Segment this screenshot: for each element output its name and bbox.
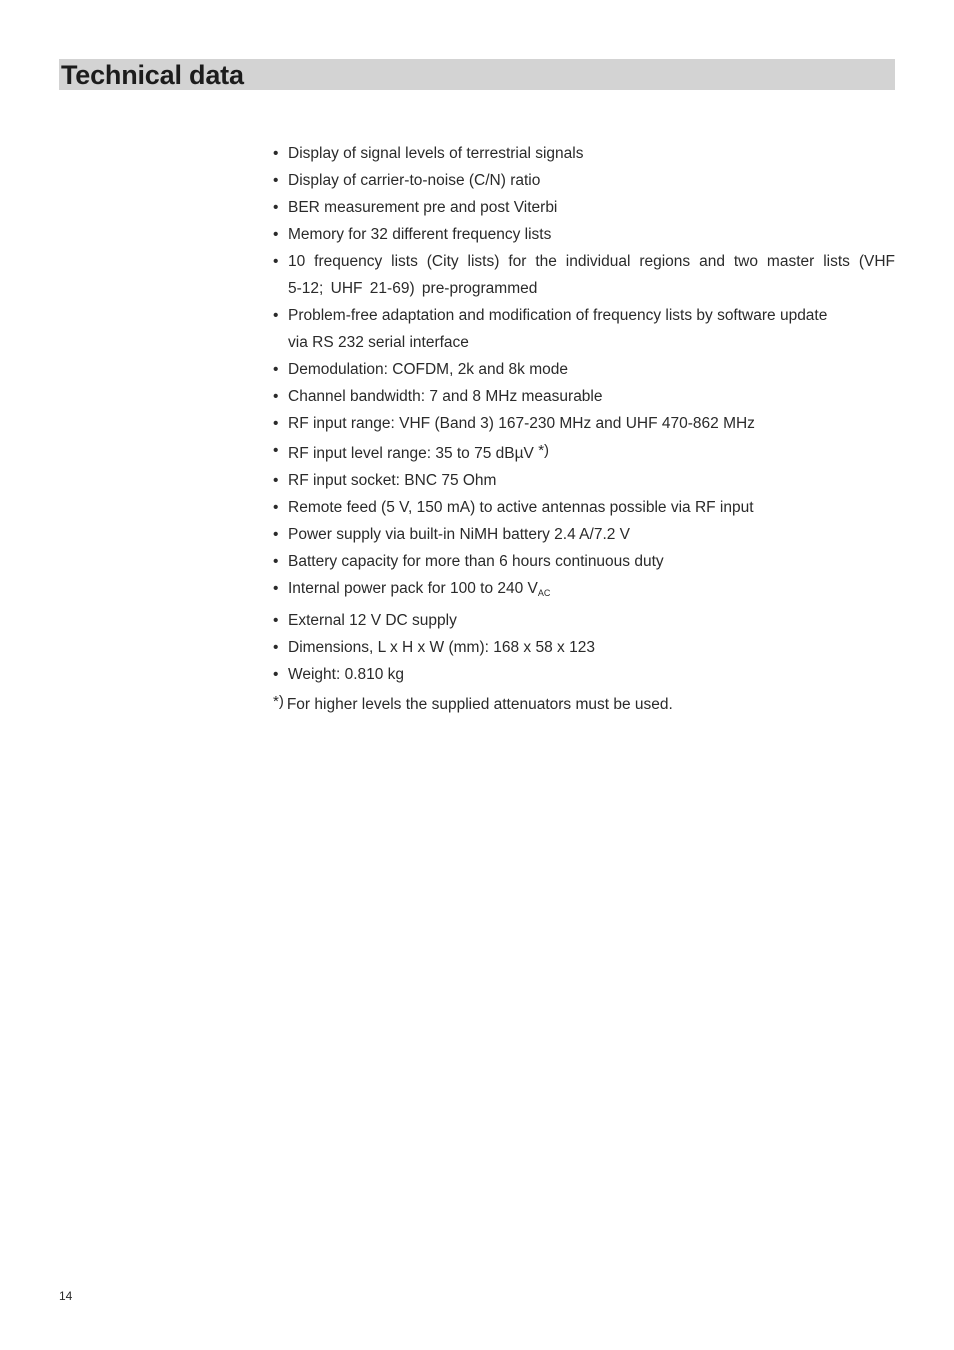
list-item <box>272 248 895 302</box>
spec-text: Memory for 32 different frequency lists <box>288 226 552 243</box>
bullet: • <box>273 472 279 489</box>
list-item <box>272 575 895 607</box>
spec-text: Problem-free adaptation and modification of frequency lists by software update <box>288 307 828 324</box>
bullet: • <box>273 526 279 543</box>
bullet: • <box>273 307 279 324</box>
list-item <box>272 521 895 548</box>
list-item <box>272 194 895 221</box>
spec-list <box>272 140 895 688</box>
spec-text: Channel bandwidth: 7 and 8 MHz measurable <box>288 388 603 405</box>
page-number: 14 <box>59 1289 73 1303</box>
ac-subscript: AC <box>537 588 551 598</box>
bullet: • <box>273 580 279 597</box>
spec-text: via RS 232 serial interface <box>288 334 469 351</box>
list-item <box>272 356 895 383</box>
list-item-continuation <box>272 329 895 356</box>
list-item <box>272 140 895 167</box>
bullet: • <box>273 612 279 629</box>
spec-text: RF input range: VHF (Band 3) 167-230 MHz and UHF 470-862 MHz <box>288 415 755 432</box>
bullet: • <box>273 145 279 162</box>
spec-text: RF input socket: BNC 75 Ohm <box>288 472 497 489</box>
bullet: • <box>273 442 279 459</box>
list-item <box>272 167 895 194</box>
spec-text: External 12 V DC supply <box>288 612 457 629</box>
spec-text: Demodulation: COFDM, 2k and 8k mode <box>288 361 568 378</box>
footnote-text: For higher levels the supplied attenuators must be used. <box>286 696 673 713</box>
bullet: • <box>273 172 279 189</box>
page-title: Technical data <box>61 60 244 90</box>
bullet: • <box>273 639 279 656</box>
list-item <box>272 494 895 521</box>
spec-text: Display of signal levels of terrestrial signals <box>288 145 584 162</box>
title-bar <box>59 59 895 90</box>
bullet: • <box>273 226 279 243</box>
spec-text: Display of carrier-to-noise (C/N) ratio <box>288 172 541 189</box>
list-item <box>272 467 895 494</box>
bullet: • <box>273 253 279 270</box>
spec-text: RF input level range: 35 to 75 dBµV <box>288 445 534 462</box>
list-item <box>272 302 895 329</box>
bullet: • <box>273 666 279 683</box>
spec-text: Dimensions, L x H x W (mm): 168 x 58 x 123 <box>288 639 595 656</box>
bullet: • <box>273 388 279 405</box>
list-item <box>272 548 895 575</box>
spec-text: Battery capacity for more than 6 hours continuous duty <box>288 553 664 570</box>
bullet: • <box>273 199 279 216</box>
footnote <box>273 688 673 718</box>
list-item <box>272 661 895 688</box>
spec-text: Power supply via built-in NiMH battery 2.4 A/7.2 V <box>288 526 631 543</box>
spec-text: Internal power pack for 100 to 240 V <box>288 580 538 597</box>
spec-text: Remote feed (5 V, 150 mA) to active antennas possible via RF input <box>288 499 754 516</box>
list-item <box>272 221 895 248</box>
bullet: • <box>273 499 279 516</box>
list-item <box>272 383 895 410</box>
list-item <box>272 607 895 634</box>
footnote-reference: *) <box>538 442 550 459</box>
bullet: • <box>273 361 279 378</box>
bullet: • <box>273 553 279 570</box>
spec-text: Weight: 0.810 kg <box>288 666 405 683</box>
spec-text: BER measurement pre and post Viterbi <box>288 199 558 216</box>
footnote-mark: *) <box>273 693 284 710</box>
list-item <box>272 410 895 437</box>
list-item <box>272 634 895 661</box>
bullet: • <box>273 415 279 432</box>
list-item <box>272 437 895 467</box>
spec-text: 10 frequency lists (City lists) for the individual regions and two master lists (VHF 5-12; UHF 21-69) pre-programmed <box>288 253 895 297</box>
